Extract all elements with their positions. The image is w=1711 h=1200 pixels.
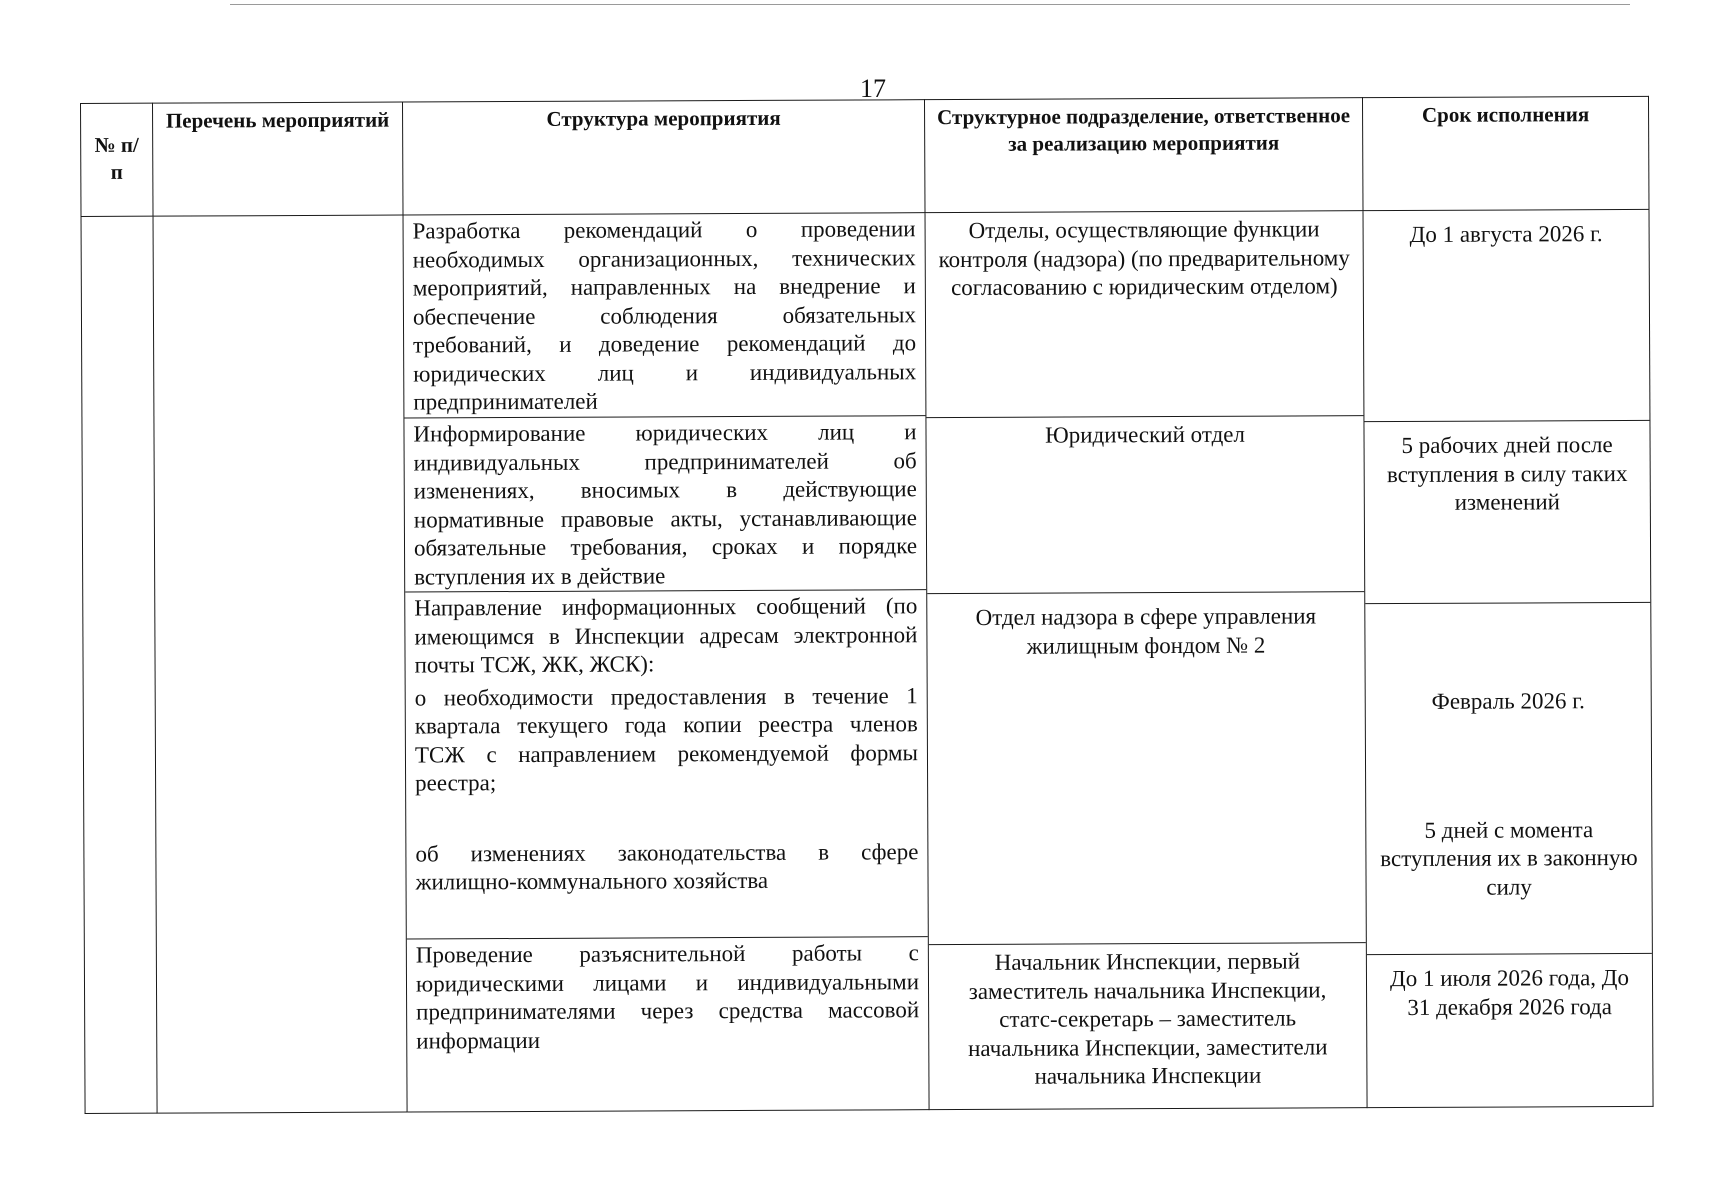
cell-department — [925, 211, 1367, 1110]
structure-item-3-sub2: об изменениях законодательства в сфере жилищно-коммунального хозяйства — [415, 838, 919, 895]
plan-table — [80, 96, 1654, 1114]
scan-edge-line — [230, 4, 1630, 5]
structure-item-3-intro: Направление информационных сообщений (по имеющимся в Инспекции адресам электронной почты ТСЖ, ЖК, ЖСК): — [414, 593, 918, 678]
structure-item-1: Разработка рекомендаций о проведении необходимых организационных, технических мероприятий, направленных на внедрение и обеспечение соблюдения обязательных требований, и доведение рекомендаций до юридических лиц и индивидуальных предпринимателей — [404, 213, 926, 418]
structure-item-3-sub1: о необходимости предоставления в течение 1 квартала текущего года копии реестра членов ТСЖ с направлением рекомендуемой формы реестра; — [414, 682, 919, 796]
term-item-4: До 1 июля 2026 года, До 31 декабря 2026 года — [1389, 964, 1630, 1020]
structure-item-3 — [405, 590, 928, 939]
cell-term — [1363, 209, 1653, 1107]
department-item-3: Отдел надзора в сфере управления жилищным фондом № 2 — [927, 592, 1366, 945]
term-item-3 — [1365, 603, 1652, 955]
table-header-row — [81, 96, 1649, 216]
cell-num — [81, 216, 157, 1113]
header-list: Перечень мероприятий — [153, 102, 404, 216]
term-item-1: До 1 августа 2026 г. — [1364, 210, 1650, 422]
structure-item-4: Проведение разъяснительной работы с юридическими лицами и индивидуальными предпринимателями через средства массовой информации — [415, 940, 920, 1053]
table-row — [81, 209, 1653, 1113]
cell-list — [153, 215, 407, 1113]
department-item-1: Отделы, осуществляющие функции контроля (надзора) (по предварительному согласованию с юридическим отделом) — [926, 211, 1364, 418]
department-item-2: Юридический отдел — [926, 416, 1364, 594]
department-item-4: Начальник Инспекции, первый заместитель начальника Инспекции, статс-секретарь – заместитель начальника Инспекции, заместители начальника Инспекции — [968, 948, 1328, 1089]
term-item-3-first: Февраль 2026 г. — [1431, 688, 1585, 714]
header-department: Структурное подразделение, ответственное за реализацию мероприятия — [924, 98, 1363, 213]
page-number: 17 — [860, 74, 886, 103]
structure-item-2: Информирование юридических лиц и индивидуальных предпринимателей об изменениях, вносимых в действующие нормативные правовые акты, устанавливающие обязательные требования, сроках и порядке вступления их в действие — [404, 416, 926, 592]
term-item-2: 5 рабочих дней после вступления в силу таких изменений — [1364, 421, 1650, 604]
header-num: № п/п — [81, 103, 154, 216]
term-item-3-second: 5 дней с момента вступления их в законную силу — [1380, 816, 1638, 900]
header-structure: Структура мероприятия — [402, 100, 925, 215]
header-term: Срок исполнения — [1362, 96, 1649, 210]
cell-structure — [403, 213, 929, 1112]
